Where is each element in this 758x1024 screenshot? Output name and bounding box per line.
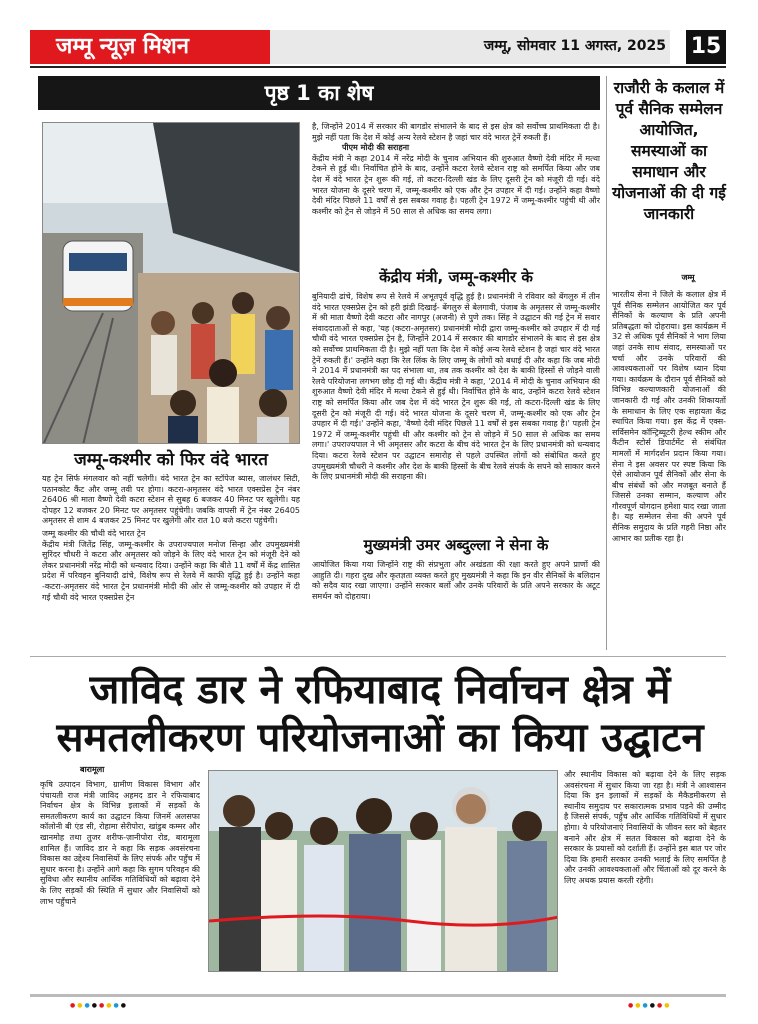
story2-body-c: बुनियादी ढांचे, विशेष रूप से रेलवे में अभूतपूर्व वृद्धि हुई है। प्रधानमंत्री ने रविवार को बेंगलुरु में तीन वंदे भारत एक्सप्रेस ट्रेन को हरी झंडी दिखाई- बेंगलुरु से बेलगावी, पंजाब के अमृतसर से जम्मू-कश्मीर में श्री माता वैष्णो देवी कटरा और नागपुर (अजनी) से पुणे तक। सिंह ने उद्घाटन की गई ट्रेन में सवार संवाददाताओं से कहा, 'यह (कटरा-अमृतसर) प्रधानमंत्री मोदी द्वारा जम्मू-कश्मीर को उपहार में दी गई चौथी वंदे भारत एक्सप्रेस ट्रेन है, जिन्होंने 2014 में सरकार की बागडोर संभालने के बाद से इस क्षेत्र को सर्वोच्च प्राथमिकता दी है। मुझे नहीं पता कि देश में कोई अन्य रेलवे स्टेशन है जहां चार वंदे भारत ट्रेनें रुकती हैं।' उन्होंने कहा कि रेल लिंक के लिए जम्मू के लोगों को बधाई दी और कहा कि जब मोदी ने 2014 में प्रधानमंत्री का पद संभाला था, तब तक कश्मीर को देश के बाकी हिस्सों से जोड़ने वाली रेलवे परियोजना लगभग छोड़ दी गई थी। केंद्रीय मंत्री ने कहा, '2014 में मोदी के चुनाव अभियान की शुरुआत वैष्णो देवी मंदिर में मत्था टेकने से हुई थी। निर्वाचित होने के बाद, उन्होंने कटरा रेलवे स्टेशन राष्ट्र को समर्पित किया और जब देश में वंदे भारत ट्रेन शुरू की गई, तो कटरा-दिल्ली खंड के लिए दूसरी ट्रेन को मंजूरी दी गई। वंदे भारत योजना के दूसरे चरण में, जम्मू-कश्मीर को एक और ट्रेन उपहार में दी गई।' उन्होंने कहा, 'वैष्णो देवी मंदिर पिछले 11 वर्षों से इस सबका गवाह है।' पहली ट्रेन 1972 में जम्मू-कश्मीर पहुंची थी और कश्मीर को ट्रेन से जोड़ने में 50 साल से अधिक का समय लगा।' उपराज्यपाल ने भी अमृतसर और कटरा के बीच वंदे भारत ट्रेन के लिए प्रधानमंत्री को धन्यवाद दिया। कटरा रेलवे स्टेशन पर उद्घाटन समारोह से पहले उपस्थित लोगों को संबोधित करते हुए उपमुख्यमंत्री चौधरी ने कश्मीर और देश के बाकी हिस्सों के बीच रेलवे संपर्क के सपने को साकार करने के लिए प्रधानमंत्री मोदी की सराहना की।	[312, 292, 600, 482]
story2-heading: केंद्रीय मंत्री, जम्मू-कश्मीर के	[379, 268, 533, 286]
sidebar-dateline: जम्मू	[681, 273, 695, 282]
train-platform-photo	[42, 122, 300, 444]
footer-rule	[30, 994, 726, 997]
lead-dateline: बारामूला	[80, 765, 105, 774]
masthead: जम्मू न्यूज़ मिशन	[30, 30, 270, 64]
lead-headline-line2: समतलीकरण परियोजनाओं का किया उद्घाटन	[56, 715, 704, 761]
lead-body-left: कृषि उत्पादन विभाग, ग्रामीण विकास विभाग और पंचायती राज मंत्री जाविद अहमद डार ने रफियाबाद निर्वाचन क्षेत्र के विभिन्न इलाकों में सड़कों के समतलीकरण कार्य का उद्घाटन किया जिनमें अलसफा कॉलोनी बी एंड सी, रोहामा सेरीपोरा, खांडुब कम्मर और खानमोह तथा तुजर शरीफ-ज़ानीपोरा रोड, बारामूला शामिल हैं। जाविद डार ने कहा कि सड़क अवसंरचना विकास का उद्देश्य निवासियों के लिए संपर्क और पहुँच में सुधार करना है। उन्होंने आगे कहा कि सुगम परिवहन की सुविधा और स्थानीय आर्थिक गतिविधियों को बढ़ावा देने के लिए सड़कों की स्थिति में सुधार और निवासियों को लाभ पहुँचाने	[40, 780, 200, 906]
print-registration-marks-right: ●●●●●●	[628, 1002, 672, 1009]
story1-caption: जम्मू-कश्मीर को फिर वंदे भारत	[74, 450, 268, 470]
story2-body-a: है, जिन्होंने 2014 में सरकार की बागडोर संभालने के बाद से इस क्षेत्र को सर्वोच्च प्राथमिकता दी है। मुझे नहीं पता कि देश में कोई अन्य रेलवे स्टेशन है जहां चार वंदे भारत ट्रेनें रुकती हैं।	[312, 122, 600, 142]
story1-text	[42, 474, 300, 650]
story2-intro	[312, 122, 600, 262]
dateline: जम्मू, सोमवार 11 अगस्त, 2025	[483, 38, 666, 54]
story3-body: आयोजित किया गया जिन्होंने राष्ट्र की संप्रभुता और अखंडता की रक्षा करते हुए अपने प्राणों की आहुति दी। गहरा दुख और कृतज्ञता व्यक्त करते हुए मुख्यमंत्री ने कहा कि इन वीर सैनिकों के बलिदान को सदैव याद रखा जाएगा। उन्होंने सरकार बलों और उनके परिवारों के प्रति अपने सरकार के अटूट समर्थन को दोहराया।	[312, 560, 600, 601]
masthead-rule	[30, 66, 726, 68]
story3-heading: मुख्यमंत्री उमर अब्दुल्ला ने सेना के	[363, 536, 549, 554]
story2-body-b: केंद्रीय मंत्री ने कहा 2014 में नरेंद्र मोदी के चुनाव अभियान की शुरुआत वैष्णो देवी मंदिर में मत्था टेकने से हुई थी। निर्वाचित होने के बाद, उन्होंने कटरा रेलवे स्टेशन राष्ट्र को समर्पित किया और जब देश में वंदे भारत ट्रेन शुरू की गई, तो कटरा-दिल्ली खंड के लिए दूसरी ट्रेन को मंजूरी दी गई। वंदे भारत योजना के दूसरे चरण में, जम्मू-कश्मीर को एक और ट्रेन उपहार में दी गई। उन्होंने कहा वैष्णो देवी मंदिर पिछले 11 वर्षों से इस सबका गवाह है। पहली ट्रेन 1972 में जम्मू-कश्मीर पहुंची थी और कश्मीर को ट्रेन से जोड़ने में 50 साल से अधिक का समय लगा।	[312, 153, 600, 216]
lead-body-right: और स्थानीय विकास को बढ़ावा देने के लिए सड़क अवसंरचना में सुधार किया जा रहा है। मंत्री ने आश्वासन दिया कि इन इलाकों में सड़कों के मैकैडमीकरण से स्थानीय समुदाय पर सकारात्मक प्रभाव पड़ने की उम्मीद है जिससे संपर्क, पहुँच और आर्थिक गतिविधियों में सुधार होगा। ये परियोजनाएं निवासियों के जीवन स्तर को बेहतर बनाने और क्षेत्र में सतत विकास को बढ़ावा देने के सरकार के प्रयासों को दर्शाती हैं। उन्होंने इस बात पर जोर दिया कि हमारी सरकार उनकी भलाई के लिए समर्पित है और उनकी आवश्यकताओं और चिंताओं को दूर करने के लिए अथक प्रयास करती रहेगी।	[564, 770, 726, 885]
section-title: पृष्ठ 1 का शेष	[38, 76, 600, 110]
story1-body: यह ट्रेन सिर्फ मंगलवार को नहीं चलेगी। वंदे भारत ट्रेन का स्टॉपेज ब्यास, जालंधर सिटी, पठानकोट कैंट और जम्मू तवी पर होगा। कटरा-अमृतसर वंदे भारत एक्सप्रेस ट्रेन नंबर 26406 श्री माता वैष्णो देवी कटरा स्टेशन से सुबह 6 बजकर 40 मिनट पर खुलेगी। यह दोपहर 12 बजकर 20 मिनट पर अमृतसर पहुंचेगी। जबकि वापसी में ट्रेन नंबर 26405 अमृतसर से शाम 4 बजकर 25 मिनट पर खुलेगी और रात 10 बजे कटरा पहुंचेगी।	[42, 474, 300, 526]
page-number: 15	[686, 30, 726, 64]
column-divider	[606, 76, 607, 650]
sidebar-headline: राजौरी के कलाल में पूर्व सैनिक सम्मेलन आयोजित, समस्याओं का समाधान और योजनाओं की दी गई जानकारी	[612, 79, 726, 223]
lead-headline	[30, 666, 730, 762]
sidebar-body: भारतीय सेना ने जिले के कलाल क्षेत्र में पूर्व सैनिक सम्मेलन आयोजित कर पूर्व सैनिकों के कल्याण के प्रति अपनी प्रतिबद्धता को दोहराया। इस कार्यक्रम में 32 से अधिक पूर्व सैनिकों ने भाग लिया जहां उनके साथ संवाद, समस्याओं पर चर्चा और उनके परिवारों की आवश्यकताओं पर विशेष ध्यान दिया गया। कार्यक्रम के दौरान पूर्व सैनिकों को विभिन्न कल्याणकारी योजनाओं की जानकारी दी गई और उनकी शिकायतों के समाधान के लिए एक सहायता केंद्र स्थापित किया गया। इस केंद्र में एक्स-सर्विसमेन कॉन्ट्रिब्यूटरी हेल्थ स्कीम और कैंटीन स्टोर्स डिपार्टमेंट से संबंधित मामलों में मार्गदर्शन प्रदान किया गया। सेना ने इस अवसर पर स्पष्ट किया कि ऐसे आयोजन पूर्व सैनिकों और सेना के बीच संबंधों को और मजबूत बनाते हैं जिससे उनका सम्मान, कल्याण और गौरवपूर्ण योगदान हमेशा याद रखा जाता है। यह सम्मेलन सेना की अपने पूर्व सैनिक समुदाय के प्रति गहरी निष्ठा और आभार का प्रतीक रहा है।	[612, 290, 726, 543]
print-registration-marks: ●●●●●●●●	[70, 1002, 128, 1009]
ribbon-cutting-photo	[208, 770, 558, 972]
story1-subhead: जम्मू कश्मीर की चौथी वंदे भारत ट्रेन	[42, 528, 146, 538]
lead-headline-line1: जाविद डार ने रफियाबाद निर्वाचन क्षेत्र में	[89, 667, 671, 713]
story2-subtitle: पीएम मोदी की सराहना	[342, 143, 410, 153]
section-rule	[30, 656, 726, 657]
story1-body-continued: केंद्रीय मंत्री जितेंद्र सिंह, जम्मू-कश्मीर के उपराज्यपाल मनोज सिन्हा और उपमुख्यमंत्री सुरिंदर चौधरी ने कटरा और अमृतसर को जोड़ने के लिए वंदे भारत ट्रेन को मंजूरी देने को लेकर प्रधानमंत्री नरेंद्र मोदी को धन्यवाद दिया। उन्होंने कहा कि बीते 11 वर्षों में केंद्र शासित प्रदेश में परिवहन बुनियादी ढांचे, विशेष रूप से रेलवे में काफी वृद्धि हुई है। उन्होंने कहा -कटरा-अमृतसर वंदे भारत ट्रेन प्रधानमंत्री मोदी की ओर से जम्मू-कश्मीर को उपहार में दी गई चौथी वंदे भारत एक्सप्रेस ट्रेन	[42, 539, 300, 602]
